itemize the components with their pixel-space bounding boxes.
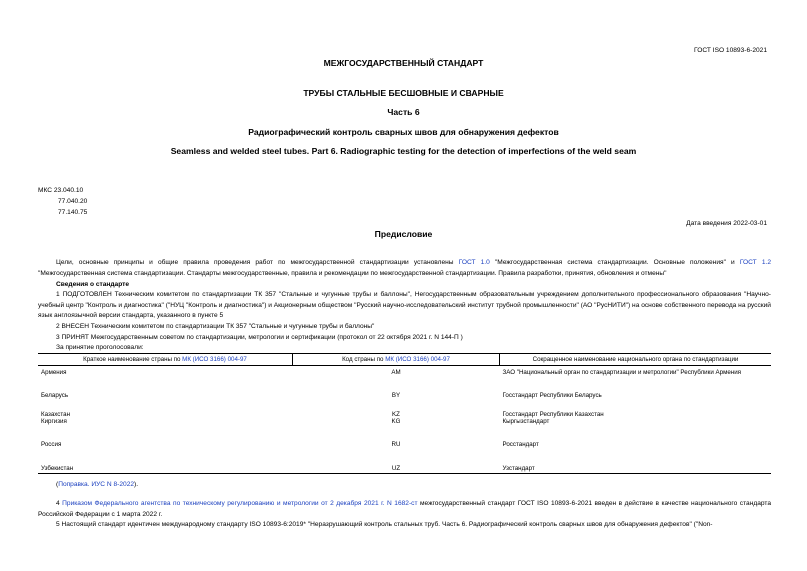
item-5-identity: 5 Настоящий стандарт идентичен международному стандарту ISO 10893-6:2019* "Неразрушающий контроль стальных труб. Часть 6. Радиографический контроль сварных швов для обнаружения дефектов" ("Non- xyxy=(56,521,713,528)
amendment-note: (Поправка. ИУС N 8-2022). xyxy=(56,481,139,488)
table-row xyxy=(38,438,771,460)
country-cell: Казахстан xyxy=(41,410,70,418)
preface-paragraph: Цели, основные принципы и общие правила проведения работ по межгосударственной стандартизации установлены ГОСТ 1.0 "Межгосударственная система стандартизации. Основные положения" и ГОСТ 1.2 "Межгосударственная система стандартизации. Стандарты межгосударственные, правила и рекомендации по межгосударственной стандартизации. Правила разработки, принятия, обновления и отмены" xyxy=(38,259,771,277)
english-title: Seamless and welded steel tubes. Part 6. Radiographic testing for the detection of imperfections of the weld seam xyxy=(170,146,637,156)
table-row xyxy=(38,407,771,418)
table-row xyxy=(38,366,771,387)
code-cell: UZ xyxy=(293,460,500,474)
table-header-row xyxy=(38,354,771,366)
mks-code-2: 77.040.20 xyxy=(58,198,88,205)
voted-label: За принятие проголосовали: xyxy=(56,344,144,351)
order-link[interactable]: Приказом Федерального агентства по техническому регулированию и метрологии от 2 декабря 2021 г. N 1682-ст xyxy=(62,500,418,507)
table-row xyxy=(38,460,771,474)
column-header-country: Краткое наименование страны по МК (ИСО 3166) 004-97 xyxy=(38,354,293,366)
mks-code: МКС 23.040.10 xyxy=(38,187,84,194)
preface-heading: Предисловие xyxy=(374,229,433,239)
item-4-enacted: 4 Приказом Федерального агентства по техническому регулированию и метрологии от 2 декабря 2021 г. N 1682-ст межгосударственный стандарт ГОСТ ISO 10893-6-2021 введен в действие в качестве национального стандарта Российской Федерации с 1 марта 2022 г. xyxy=(38,500,772,518)
part-title: Часть 6 xyxy=(387,107,420,117)
standard-type-title: МЕЖГОСУДАРСТВЕННЫЙ СТАНДАРТ xyxy=(323,58,484,68)
mks-code-3: 77.140.75 xyxy=(58,209,88,216)
country-cell: Армения xyxy=(41,369,67,376)
document-code: ГОСТ ISO 10893-6-2021 xyxy=(694,47,767,54)
column-header-code: Код страны по МК (ИСО 3166) 004-97 xyxy=(293,354,500,366)
country-cell: Россия xyxy=(41,440,62,448)
gost-1-2-link[interactable]: ГОСТ 1.2 xyxy=(739,259,771,266)
info-heading: Сведения о стандарте xyxy=(56,281,130,288)
code-cell: AM xyxy=(391,369,401,376)
item-1-prepared: 1 ПОДГОТОВЛЕН Техническим комитетом по стандартизации ТК 357 "Стальные и чугунные трубы и баллоны", Негосударственным образовательным учреждением дополнительного профессионального образования "Научно-учебный центр "Контроль и диагностика" ("НУЦ "Контроль и диагностика") и Акционерным обществом "Русский научно-исследовательский институт трубной промышленности" (АО "РусНИТИ") на основе собственного перевода на русский язык англоязычной версии стандарта, указанного в пункте 5 xyxy=(38,291,771,319)
mk-iso-link[interactable]: МК (ИСО 3166) 004-97 xyxy=(182,356,247,363)
country-cell: Беларусь xyxy=(41,391,69,399)
body-cell: Кыргызстандарт xyxy=(502,417,550,425)
country-cell: Узбекистан xyxy=(38,460,293,474)
countries-table xyxy=(38,353,771,474)
body-cell: ЗАО "Национальный орган по стандартизации и метрологии" Республики Армения xyxy=(502,369,742,376)
body-cell: Росстандарт xyxy=(502,440,539,448)
mk-iso-link[interactable]: МК (ИСО 3166) 004-97 xyxy=(385,356,450,363)
code-cell: RU xyxy=(391,440,401,448)
intro-date: Дата введения 2022-03-01 xyxy=(686,220,767,227)
gost-1-0-link[interactable]: ГОСТ 1.0 xyxy=(458,259,490,266)
country-cell: Киргизия xyxy=(41,417,67,425)
table-row xyxy=(38,418,771,438)
subtitle: Радиографический контроль сварных швов для обнаружения дефектов xyxy=(248,127,559,137)
item-3-adopted: 3 ПРИНЯТ Межгосударственным советом по стандартизации, метрологии и сертификации (протокол от 22 октября 2021 г. N 144-П ) xyxy=(56,334,463,341)
main-title: ТРУБЫ СТАЛЬНЫЕ БЕСШОВНЫЕ И СВАРНЫЕ xyxy=(303,88,504,98)
body-cell: Узстандарт xyxy=(500,460,772,474)
code-cell: BY xyxy=(391,391,401,399)
body-cell: Госстандарт Республики Казахстан xyxy=(502,410,604,418)
code-cell: KZ xyxy=(392,410,400,418)
body-cell: Госстандарт Республики Беларусь xyxy=(502,391,602,399)
item-2-introduced: 2 ВНЕСЕН Техническим комитетом по стандартизации ТК 357 "Стальные и чугунные трубы и баллоны" xyxy=(56,323,375,330)
table-row xyxy=(38,387,771,407)
code-cell: KG xyxy=(391,417,401,425)
amendment-link[interactable]: Поправка. ИУС N 8-2022 xyxy=(58,481,135,488)
column-header-body: Сокращенное наименование национального органа по стандартизации xyxy=(500,354,772,366)
